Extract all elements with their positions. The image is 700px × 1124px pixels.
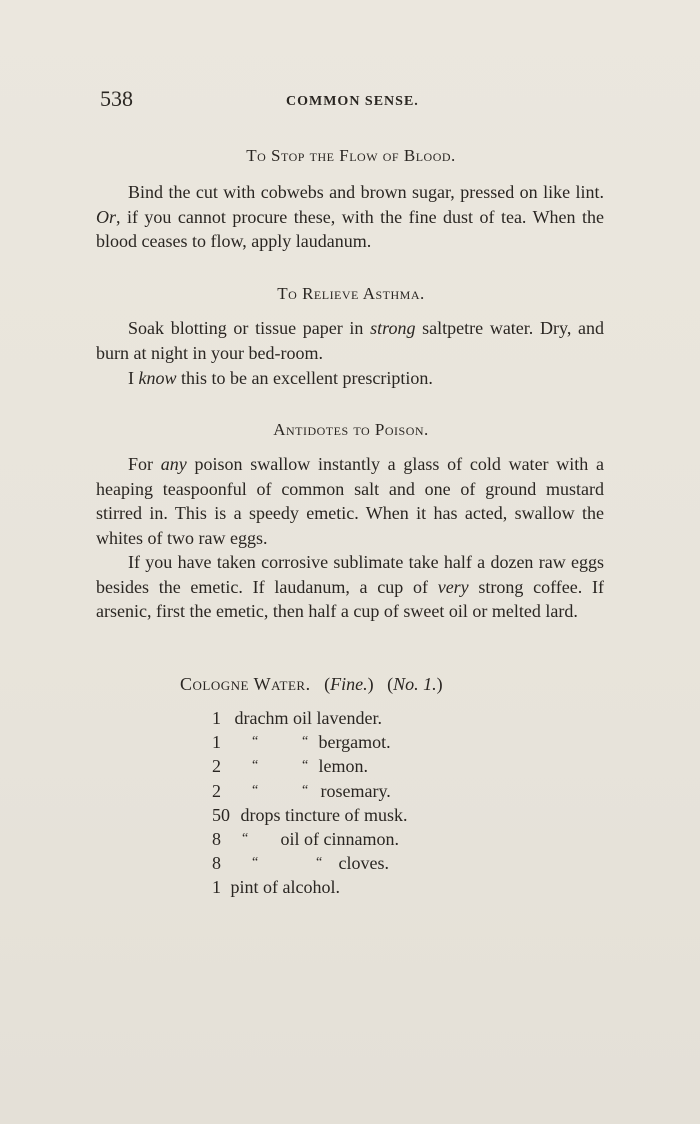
recipe-name: Cologne Water. bbox=[180, 674, 311, 694]
ingredient-item bbox=[212, 827, 407, 851]
ditto-mark: “ bbox=[252, 734, 259, 750]
ingredient-item bbox=[212, 779, 407, 803]
ingredient-item bbox=[212, 730, 407, 754]
paragraph-antidotes-2: If you have taken corrosive sublimate take half a dozen raw eggs besides the emetic. If laudanum, a cup of very strong coffee. If arsenic, first the emetic, then half a cup of sweet oil or melted lard. bbox=[96, 552, 604, 621]
ingredient-item bbox=[212, 875, 407, 899]
ingredient-qty: 1 bbox=[212, 877, 221, 898]
ingredient-text: rosemary. bbox=[320, 780, 391, 801]
ingredient-qty: 8 bbox=[212, 853, 221, 874]
section-heading-asthma: To Relieve Asthma. bbox=[277, 284, 425, 303]
ingredient-item bbox=[212, 851, 407, 875]
ingredient-item bbox=[212, 706, 407, 730]
ingredient-text: cloves. bbox=[338, 853, 389, 874]
ingredient-text: drachm oil lavender. bbox=[234, 708, 382, 728]
ingredient-item bbox=[212, 754, 407, 778]
ingredient-text: bergamot. bbox=[318, 732, 391, 753]
section-heading-antidotes: Antidotes to Poison. bbox=[273, 420, 429, 439]
ingredient-list bbox=[212, 706, 407, 900]
ingredient-text: drops tincture of musk. bbox=[240, 804, 408, 825]
page-number: 538 bbox=[100, 86, 133, 111]
ingredient-text: pint of alcohol. bbox=[230, 877, 340, 898]
ingredient-text: oil of cinnamon. bbox=[280, 828, 399, 849]
paragraph-stop-blood: Bind the cut with cobwebs and brown sugar, pressed on like lint. Or, if you cannot procure these, with the fine dust of tea. When the blood ceases to flow, apply laudanum. bbox=[96, 182, 604, 251]
ditto-mark: “ bbox=[242, 830, 249, 846]
ditto-mark: “ bbox=[302, 734, 309, 750]
ingredient-qty: 8 bbox=[212, 828, 221, 849]
recipe-grade: Fine. bbox=[330, 674, 368, 694]
recipe-title: Cologne Water. (Fine.) (No. 1.) bbox=[180, 674, 443, 694]
section-heading-stop-blood: To Stop the Flow of Blood. bbox=[246, 146, 456, 165]
paragraph-antidotes-1: For any poison swallow instantly a glass of cold water with a heaping teaspoonful of common salt and one of ground mustard stirred in. This is a speedy emetic. When it has acted, swallow the whites of two raw eggs. bbox=[96, 454, 604, 548]
ditto-mark: “ bbox=[316, 855, 323, 871]
ditto-mark: “ bbox=[302, 782, 309, 798]
ditto-mark: “ bbox=[252, 855, 259, 871]
ingredient-qty: 2 bbox=[212, 756, 221, 777]
paragraph-asthma-2: I know this to be an excellent prescription. bbox=[128, 368, 433, 388]
running-title: COMMON SENSE. bbox=[286, 94, 419, 109]
ingredient-item bbox=[212, 803, 407, 827]
ditto-mark: “ bbox=[252, 782, 259, 798]
ingredient-qty: 1 bbox=[212, 708, 221, 728]
ingredient-qty: 1 bbox=[212, 732, 221, 753]
ditto-mark: “ bbox=[252, 758, 259, 774]
recipe-number: No. 1. bbox=[393, 674, 437, 694]
ingredient-qty: 2 bbox=[212, 780, 221, 801]
ingredient-text: lemon. bbox=[318, 756, 368, 777]
ingredient-qty: 50 bbox=[212, 804, 230, 825]
ditto-mark: “ bbox=[302, 758, 309, 774]
paragraph-asthma-1: Soak blotting or tissue paper in strong saltpetre water. Dry, and burn at night in your bed-room. bbox=[96, 318, 604, 363]
page-header bbox=[100, 86, 600, 116]
